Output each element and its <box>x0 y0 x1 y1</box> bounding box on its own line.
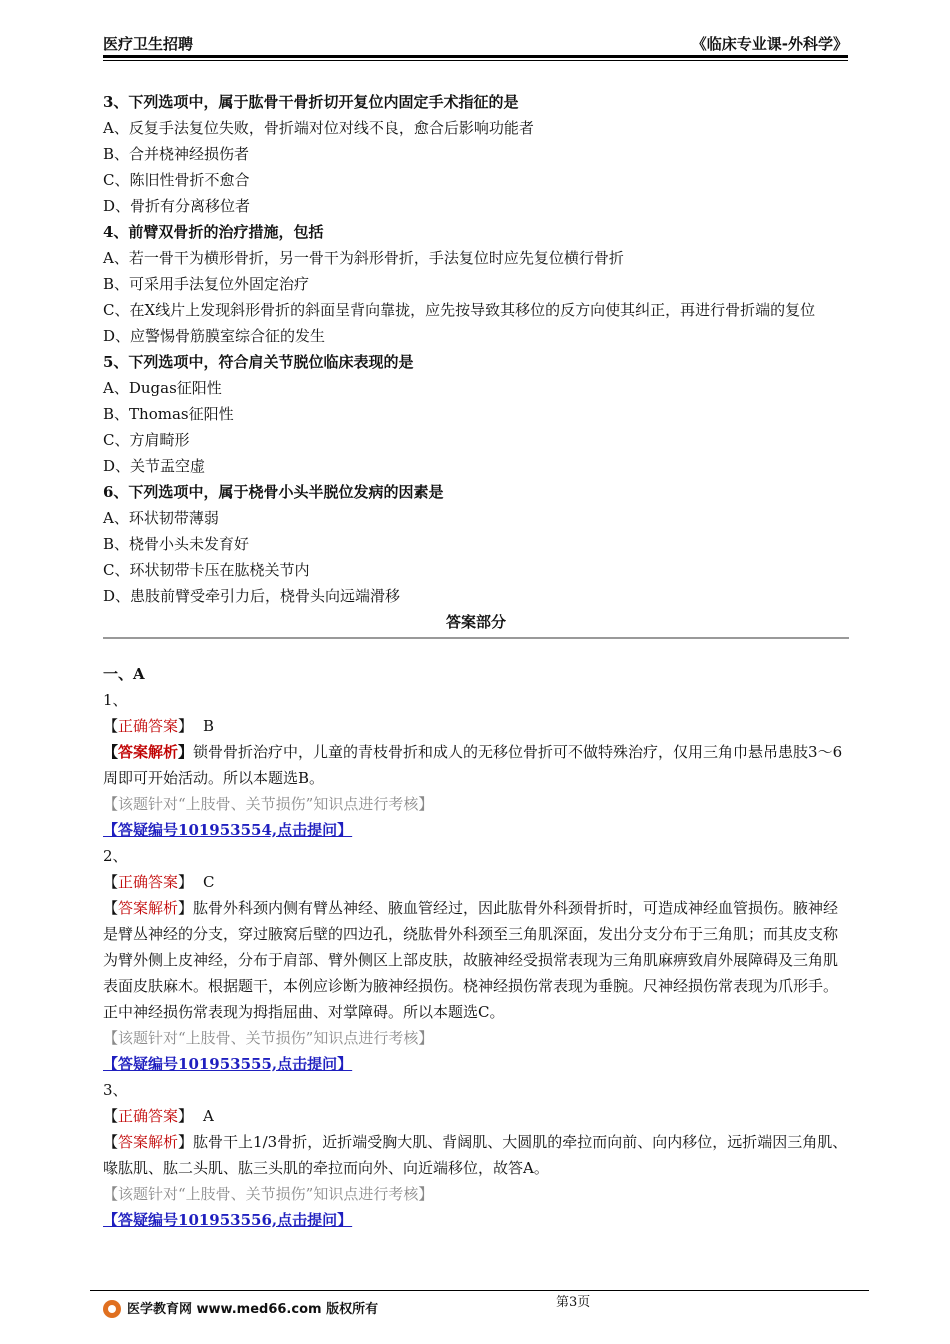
question-4-option-c: C、在X线片上发现斜形骨折的斜面呈背向靠拢，应先按导致其移位的反方向使其纠正，再进行骨折端的复位 <box>103 301 816 319</box>
answer-1-value: B <box>203 717 215 735</box>
correct-answer-label: 正确答案 <box>118 873 179 891</box>
page-content <box>103 89 849 1233</box>
answer-1-analysis: 【答案解析】锁骨骨折治疗中，儿童的青枝骨折和成人的无移位骨折可不做特殊治疗，仅用三角巾悬吊患肢3～6周即可开始活动。所以本题选B。 <box>103 743 843 787</box>
answer-group-title: 一、A <box>103 665 145 683</box>
answer-1-ask-link[interactable]: 【答疑编号101953554,点击提问】 <box>103 821 353 839</box>
answer-3-correct: 【正确答案】 A <box>103 1107 214 1125</box>
answer-2-correct: 【正确答案】 C <box>103 873 215 891</box>
answer-2-number: 2、 <box>103 847 128 865</box>
analysis-label: 答案解析 <box>118 743 179 761</box>
page-number: 第3页 <box>556 1295 591 1310</box>
question-3-title: 3、下列选项中，属于肱骨干骨折切开复位内固定手术指征的是 <box>103 93 519 111</box>
header-left-title: 医疗卫生招聘 <box>103 35 194 53</box>
question-5-option-a: A、Dugas征阳性 <box>103 379 222 397</box>
footer-rule <box>90 1290 869 1291</box>
question-4-option-b: B、可采用手法复位外固定治疗 <box>103 275 310 293</box>
answer-1-number: 1、 <box>103 691 128 709</box>
answer-3-value: A <box>203 1107 214 1125</box>
question-3-option-b: B、合并桡神经损伤者 <box>103 145 250 163</box>
answer-1-analysis-text: 锁骨骨折治疗中，儿童的青枝骨折和成人的无移位骨折可不做特殊治疗，仅用三角巾悬吊患肢3～6周即可开始活动。所以本题选B。 <box>103 743 843 787</box>
question-4-option-a: A、若一骨干为横形骨折，另一骨干为斜形骨折，手法复位时应先复位横行骨折 <box>103 249 624 267</box>
question-5-option-c: C、方肩畸形 <box>103 431 190 449</box>
question-5-option-b: B、Thomas征阳性 <box>103 405 234 423</box>
answer-2-ask-link[interactable]: 【答疑编号101953555,点击提问】 <box>103 1055 353 1073</box>
question-5-title: 5、下列选项中，符合肩关节脱位临床表现的是 <box>103 353 414 371</box>
analysis-label: 答案解析 <box>118 899 179 917</box>
page-header <box>103 33 848 57</box>
answer-3-analysis: 【答案解析】肱骨干上1/3骨折，近折端受胸大肌、背阔肌、大圆肌的牵拉而向前、向内移位，远折端因三角肌、喙肱肌、肱二头肌、肱三头肌的牵拉而向外、向近端移位，故答A。 <box>103 1133 848 1177</box>
question-6-option-d: D、患肢前臂受牵引力后，桡骨头向远端滑移 <box>103 587 401 605</box>
question-3-option-d: D、骨折有分离移位者 <box>103 197 251 215</box>
answer-1-topic-note: 【该题针对“上肢骨、关节损伤”知识点进行考核】 <box>103 795 434 813</box>
header-rule <box>103 55 848 58</box>
footer-copyright: 医学教育网 www.med66.com 版权所有 <box>127 1302 379 1317</box>
header-rule-thin <box>103 60 848 61</box>
answer-3-analysis-text: 肱骨干上1/3骨折，近折端受胸大肌、背阔肌、大圆肌的牵拉而向前、向内移位，远折端因三角肌、喙肱肌、肱二头肌、肱三头肌的牵拉而向外、向近端移位，故答A。 <box>103 1133 848 1177</box>
correct-answer-label: 正确答案 <box>118 717 179 735</box>
question-6-title: 6、下列选项中，属于桡骨小头半脱位发病的因素是 <box>103 483 444 501</box>
correct-answer-label: 正确答案 <box>118 1107 179 1125</box>
answer-3-ask-link[interactable]: 【答疑编号101953556,点击提问】 <box>103 1211 353 1229</box>
answer-1-correct: 【正确答案】 B <box>103 717 215 735</box>
answer-2-value: C <box>203 873 215 891</box>
answer-2-analysis-text: 肱骨外科颈内侧有臂丛神经、腋血管经过，因此肱骨外科颈骨折时，可造成神经血管损伤。腋神经是臂丛神经的分支，穿过腋窝后壁的四边孔，绕肱骨外科颈至三角肌深面，发出分支分布于三角肌；而其皮支称为臂外侧上皮神经，分布于肩部、臂外侧区上部皮肤，故腋神经受损常表现为三角肌麻痹致肩外展障碍及三角肌表面皮肤麻木。根据题干，本例应诊断为腋神经损伤。桡神经损伤常表现为垂腕。尺神经损伤常表现为爪形手。正中神经损伤常表现为拇指屈曲、对掌障碍。所以本题选C。 <box>103 899 839 1021</box>
question-3-option-c: C、陈旧性骨折不愈合 <box>103 171 250 189</box>
answer-3-number: 3、 <box>103 1081 128 1099</box>
answer-section-divider <box>103 637 849 639</box>
med66-logo-icon <box>103 1300 121 1318</box>
question-6-option-b: B、桡骨小头未发育好 <box>103 535 250 553</box>
answer-2-topic-note: 【该题针对“上肢骨、关节损伤”知识点进行考核】 <box>103 1029 434 1047</box>
answer-2-analysis: 【答案解析】肱骨外科颈内侧有臂丛神经、腋血管经过，因此肱骨外科颈骨折时，可造成神经血管损伤。腋神经是臂丛神经的分支，穿过腋窝后壁的四边孔，绕肱骨外科颈至三角肌深面，发出分支分布于三角肌；而其皮支称为臂外侧上皮神经，分布于肩部、臂外侧区上部皮肤，故腋神经受损常表现为三角肌麻痹致肩外展障碍及三角肌表面皮肤麻木。根据题干，本例应诊断为腋神经损伤。桡神经损伤常表现为垂腕。尺神经损伤常表现为爪形手。正中神经损伤常表现为拇指屈曲、对掌障碍。所以本题选C。 <box>103 899 839 1021</box>
answer-3-topic-note: 【该题针对“上肢骨、关节损伤”知识点进行考核】 <box>103 1185 434 1203</box>
analysis-label: 答案解析 <box>118 1133 179 1151</box>
question-4-title: 4、前臂双骨折的治疗措施，包括 <box>103 223 324 241</box>
question-4-option-d: D、应警惕骨筋膜室综合征的发生 <box>103 327 326 345</box>
question-3-option-a: A、反复手法复位失败，骨折端对位对线不良，愈合后影响功能者 <box>103 119 534 137</box>
header-right-title: 《临床专业课-外科学》 <box>691 35 848 53</box>
question-6-option-a: A、环状韧带薄弱 <box>103 509 219 527</box>
question-6-option-c: C、环状韧带卡压在肱桡关节内 <box>103 561 310 579</box>
question-5-option-d: D、关节盂空虚 <box>103 457 206 475</box>
answer-section-title: 答案部分 <box>445 613 506 631</box>
